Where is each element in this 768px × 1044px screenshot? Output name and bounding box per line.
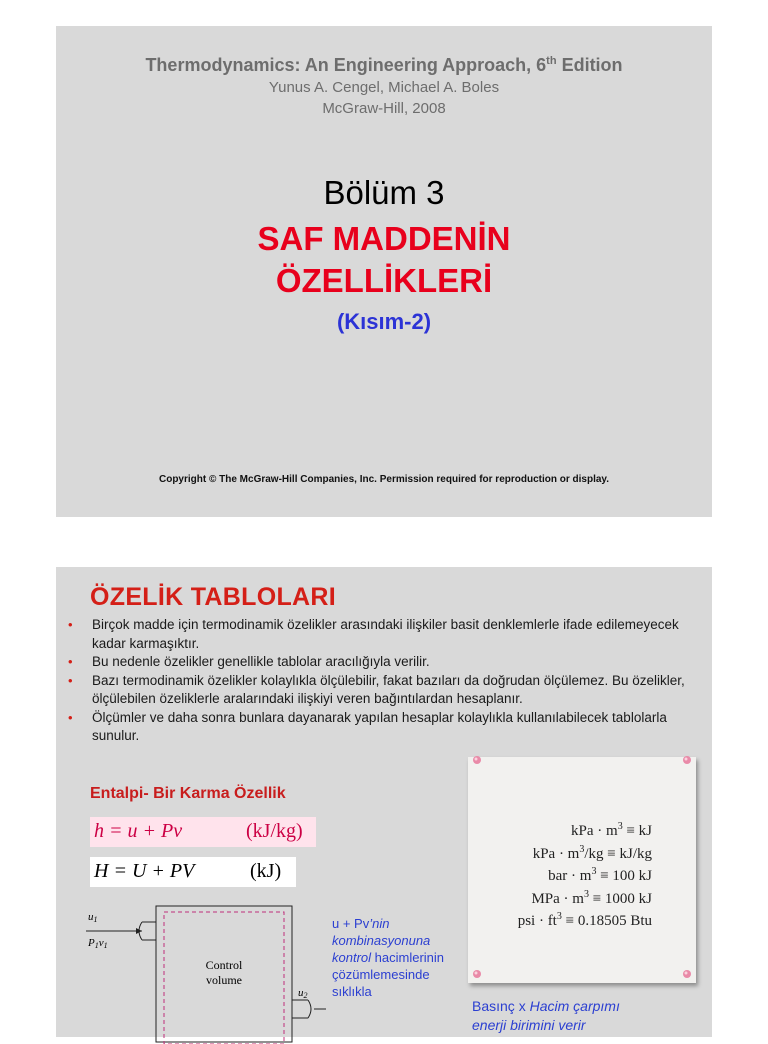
property-tables-slide [56, 567, 712, 1037]
units-card-caption: Basınç x Hacim çarpımı enerji birimini verir [472, 998, 620, 1033]
unit-row: MPa · $m^3 \equiv 1000$ kJ [531, 888, 652, 907]
enthalpy-subheading: Entalpi- Bir Karma Özellik [90, 785, 286, 802]
inlet-flow-work-label: P1v1 [88, 937, 108, 950]
slide-heading: ÖZELİK TABLOLARI [90, 583, 336, 611]
control-volume-diagram [86, 904, 326, 1044]
enthalpy-total-equation: H = U + PV (kJ) [90, 857, 296, 887]
pushpin-icon [682, 969, 692, 979]
outlet-energy-label: u2 [298, 987, 308, 1000]
unit-row: kPa · $m^3/kg \equiv kJ/kg$ [532, 843, 652, 862]
list-item: • Ölçümler ve daha sonra bunlara dayanarak yapılan hesaplar kolaylıkla kullanılabilecek tablolarla sunulur. [68, 709, 667, 743]
outlet-pipe [292, 1000, 311, 1018]
pushpin-icon [682, 755, 692, 765]
pushpin-icon [472, 755, 482, 765]
copyright-notice: Copyright © The McGraw-Hill Companies, Inc. Permission required for reproduction or display. [158, 474, 610, 485]
equation-unit: (kJ) [250, 860, 282, 882]
control-volume-label-line2: volume [206, 973, 242, 987]
inlet-energy-label: u1 [88, 911, 98, 924]
chapter-title-line2: ÖZELLİKLERİ [275, 262, 493, 299]
bullet-icon: • [68, 654, 73, 669]
unit-row: kPa · $m^3$ ≡ kJ [571, 821, 652, 839]
publisher: McGraw-Hill, 2008 [322, 100, 446, 117]
pushpin-icon [472, 969, 482, 979]
enthalpy-specific-equation: h = u + Pv (kJ/kg) [90, 817, 316, 847]
unit-equivalences [478, 816, 686, 929]
unit-row: bar · $m^3 \equiv 100$ kJ [548, 866, 652, 884]
list-item: • Birçok madde için termodinamik özelikler arasındaki ilişkiler basit denklemlerle ifade edilemeyecek kadar karmaşıktır. [68, 617, 679, 651]
control-volume-label-line1: Control [205, 958, 243, 972]
bullet-icon: • [68, 672, 73, 688]
title-slide [56, 26, 712, 517]
units-note-card [468, 757, 696, 983]
book-title: Thermodynamics: An Engineering Approach, 6th Edition [145, 55, 623, 75]
list-item: • Bazı termodinamik özelikler kolaylıkla ölçülebilir, fakat bazıları da doğrudan ölçülemez. Bu özelikler, ölçülebilen özeliklerle aralarındaki ilişkiyi veren bağıntılardan hesaplanır. [68, 672, 685, 706]
enthalpy-side-note: u + Pv’nin kombinasyonuna kontrol hacimlerinin çözümlemesinde sıklıkla [332, 916, 445, 999]
chapter-title-line1: SAF MADDENİN [257, 220, 511, 257]
bullet-list [68, 616, 688, 746]
bullet-icon: • [68, 709, 73, 725]
unit-row: psi · $ft^3 \equiv 0.18505$ Btu [517, 911, 652, 929]
list-item: • Bu nedenle özelikler genellikle tablolar aracılığıyla verilir. [68, 653, 688, 672]
bullet-icon: • [68, 617, 73, 632]
chapter-number: Bölüm 3 [323, 174, 445, 211]
chapter-title [56, 218, 712, 302]
part-label: (Kısım-2) [336, 309, 432, 334]
equation-unit: (kJ/kg) [246, 820, 303, 842]
authors: Yunus A. Cengel, Michael A. Boles [268, 79, 500, 96]
